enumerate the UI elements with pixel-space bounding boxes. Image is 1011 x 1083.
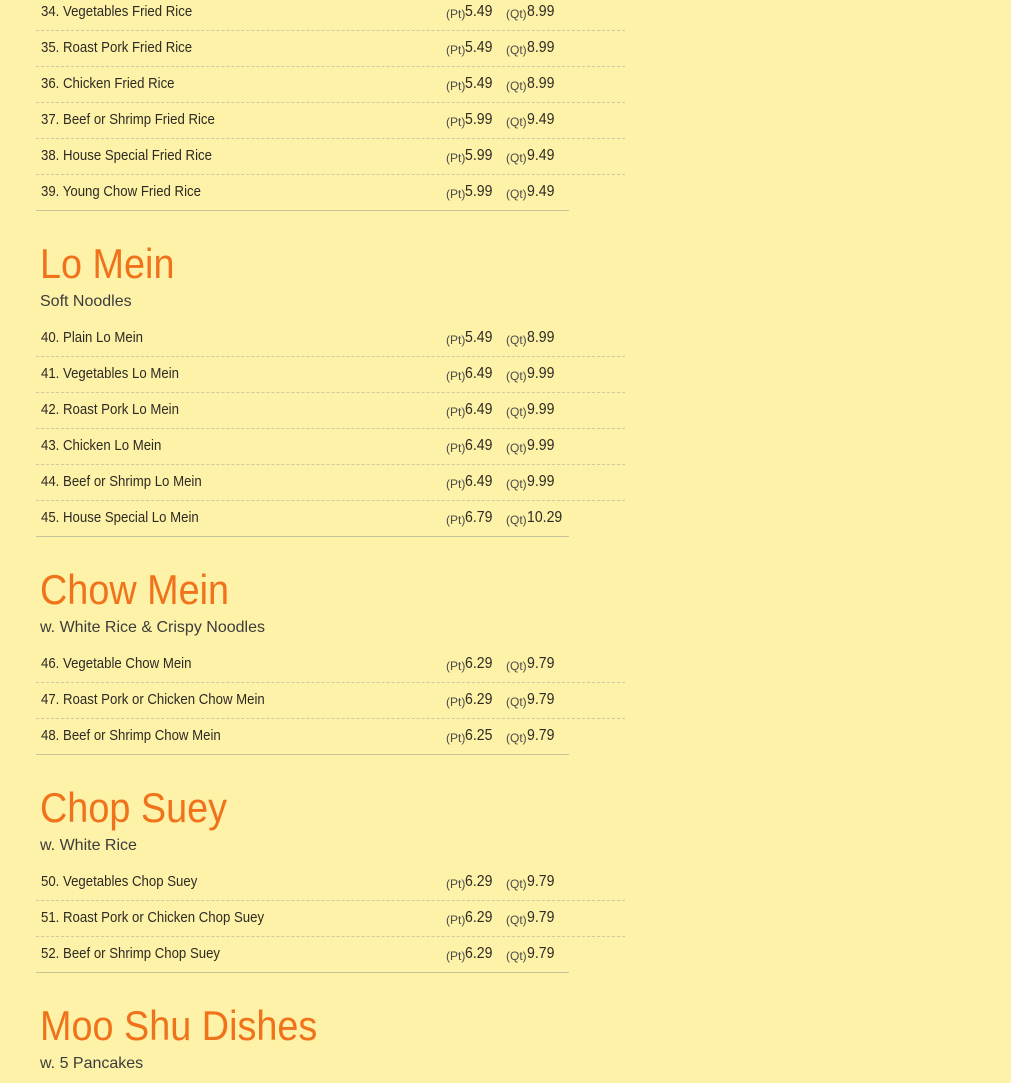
item-name: 41. Vegetables Lo Mein [41,365,179,382]
menu-item-row [36,356,625,393]
pint-label: (Pt) [446,333,466,347]
menu-item-row [36,900,625,937]
item-name: 50. Vegetables Chop Suey [41,873,198,890]
menu-item-row [36,718,625,754]
item-name: 38. House Special Fried Rice [41,147,212,164]
section-title-chop-suey: Chop Suey [40,784,228,831]
pint-label: (Pt) [446,115,466,129]
quart-amount: 9.79 [526,873,555,890]
item-name: 36. Chicken Fried Rice [41,75,175,92]
quart-label: (Qt) [506,949,527,963]
section-subtitle-chop-suey: w. White Rice [40,837,137,854]
quart-label: (Qt) [506,369,527,383]
quart-label: (Qt) [506,333,527,347]
pint-label: (Pt) [446,7,466,21]
pint-label: (Pt) [446,79,466,93]
pint-amount: 6.29 [465,909,493,926]
pint-label: (Pt) [446,513,466,527]
menu-item-row [36,464,625,501]
quart-amount: 9.79 [526,727,555,744]
quart-amount: 9.79 [526,691,555,708]
pint-amount: 6.29 [465,655,493,672]
quart-price [506,0,558,30]
pint-price [446,936,496,972]
quart-price [506,718,558,754]
pint-amount: 5.49 [465,3,493,20]
quart-price [506,392,558,428]
quart-label: (Qt) [506,513,527,527]
pint-label: (Pt) [446,441,466,455]
pint-amount: 6.49 [465,473,493,490]
pint-price [446,464,496,500]
quart-label: (Qt) [506,477,527,491]
item-name: 43. Chicken Lo Mein [41,437,162,454]
quart-price [506,936,558,972]
item-name: 42. Roast Pork Lo Mein [41,401,179,418]
pint-amount: 6.79 [465,509,493,526]
quart-price [506,428,558,464]
menu-item-row [36,320,625,357]
quart-price [506,900,558,936]
pint-amount: 6.25 [465,727,493,744]
quart-price [506,500,567,536]
quart-price [506,464,558,500]
quart-amount: 9.99 [526,473,555,490]
section-subtitle-moo-shu: w. 5 Pancakes [40,1055,144,1072]
quart-price [506,682,558,718]
quart-label: (Qt) [506,151,527,165]
menu-item-row [36,138,625,175]
pint-price [446,320,496,356]
pint-amount: 6.49 [465,365,493,382]
pint-amount: 5.99 [465,147,493,164]
pint-price [446,428,496,464]
pint-amount: 6.49 [465,401,493,418]
item-name: 48. Beef or Shrimp Chow Mein [41,727,221,744]
pint-price [446,138,496,174]
menu-item-row [36,66,625,103]
quart-amount: 8.99 [526,39,555,56]
quart-label: (Qt) [506,877,527,891]
section-title-lo-mein: Lo Mein [40,240,175,287]
item-name: 44. Beef or Shrimp Lo Mein [41,473,202,490]
pint-label: (Pt) [446,43,466,57]
pint-label: (Pt) [446,369,466,383]
menu-item-row [36,936,625,972]
pint-label: (Pt) [446,877,466,891]
quart-label: (Qt) [506,79,527,93]
pint-label: (Pt) [446,151,466,165]
pint-amount: 5.99 [465,111,493,128]
pint-amount: 5.49 [465,75,493,92]
quart-amount: 9.79 [526,945,555,962]
pint-price [446,356,496,392]
quart-amount: 8.99 [526,3,555,20]
quart-label: (Qt) [506,913,527,927]
quart-label: (Qt) [506,43,527,57]
quart-price [506,646,558,682]
pint-amount: 6.49 [465,437,493,454]
pint-price [446,0,496,30]
pint-label: (Pt) [446,913,466,927]
pint-amount: 5.99 [465,183,493,200]
menu-item-row [36,682,625,719]
section-title-moo-shu: Moo Shu Dishes [40,1002,318,1049]
pint-price [446,718,496,754]
quart-label: (Qt) [506,115,527,129]
quart-amount: 8.99 [526,75,555,92]
pint-price [446,102,496,138]
item-name: 37. Beef or Shrimp Fried Rice [41,111,215,128]
section-subtitle-chow-mein: w. White Rice & Crispy Noodles [40,619,265,636]
item-name: 34. Vegetables Fried Rice [41,3,193,20]
pint-amount: 6.29 [465,945,493,962]
pint-price [446,864,496,900]
quart-label: (Qt) [506,659,527,673]
item-name: 46. Vegetable Chow Mein [41,655,192,672]
quart-price [506,864,558,900]
pint-amount: 5.49 [465,329,493,346]
quart-price [506,102,558,138]
quart-amount: 8.99 [526,329,555,346]
quart-label: (Qt) [506,187,527,201]
menu-item-row [36,864,625,901]
pint-label: (Pt) [446,949,466,963]
quart-amount: 9.49 [526,183,555,200]
menu-item-row [36,646,625,683]
section-title-chow-mein: Chow Mein [40,566,230,613]
pint-label: (Pt) [446,187,466,201]
pint-label: (Pt) [446,695,466,709]
quart-amount: 9.79 [526,655,555,672]
menu-item-row [36,392,625,429]
pint-amount: 5.49 [465,39,493,56]
quart-price [506,174,558,210]
menu-item-row [36,500,625,536]
pint-price [446,646,496,682]
quart-amount: 9.79 [526,909,555,926]
item-name: 52. Beef or Shrimp Chop Suey [41,945,221,962]
pint-price [446,682,496,718]
item-name: 51. Roast Pork or Chicken Chop Suey [41,909,265,926]
pint-price [446,30,496,66]
item-name: 39. Young Chow Fried Rice [41,183,201,200]
quart-amount: 10.29 [526,509,562,526]
pint-price [446,900,496,936]
quart-amount: 9.99 [526,401,555,418]
quart-label: (Qt) [506,405,527,419]
quart-price [506,30,558,66]
pint-label: (Pt) [446,405,466,419]
quart-price [506,320,558,356]
quart-price [506,138,558,174]
pint-price [446,392,496,428]
quart-label: (Qt) [506,695,527,709]
quart-label: (Qt) [506,441,527,455]
pint-price [446,66,496,102]
item-name: 35. Roast Pork Fried Rice [41,39,193,56]
pint-price [446,174,496,210]
pint-price [446,500,496,536]
quart-price [506,356,558,392]
pint-amount: 6.29 [465,873,493,890]
menu-item-row [36,102,625,139]
pint-label: (Pt) [446,659,466,673]
menu-item-row [36,0,625,31]
menu-item-row [36,428,625,465]
quart-amount: 9.99 [526,365,555,382]
quart-amount: 9.99 [526,437,555,454]
menu-item-row [36,30,625,67]
quart-label: (Qt) [506,7,527,21]
item-name: 47. Roast Pork or Chicken Chow Mein [41,691,265,708]
quart-price [506,66,558,102]
pint-label: (Pt) [446,731,466,745]
quart-label: (Qt) [506,731,527,745]
section-subtitle-lo-mein: Soft Noodles [40,293,132,310]
pint-label: (Pt) [446,477,466,491]
quart-amount: 9.49 [526,147,555,164]
item-name: 45. House Special Lo Mein [41,509,199,526]
item-name: 40. Plain Lo Mein [41,329,143,346]
menu-item-row [36,174,625,210]
pint-amount: 6.29 [465,691,493,708]
quart-amount: 9.49 [526,111,555,128]
